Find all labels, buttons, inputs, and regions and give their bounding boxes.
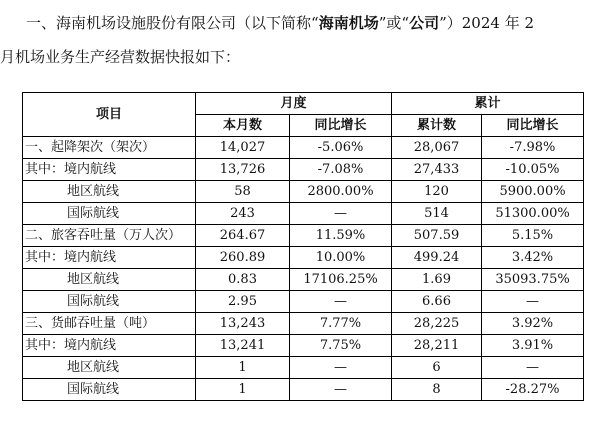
month-yoy-cell: -5.06% [290,137,392,159]
cumulative-yoy-cell: -28.27% [482,379,584,401]
table-row [23,313,584,335]
table-row [23,225,584,247]
header-cumulative: 累计 [392,93,584,115]
cumulative-yoy-cell: -10.05% [482,159,584,181]
month-yoy-cell: — [290,357,392,379]
table-row [23,203,584,225]
table-row [23,357,584,379]
month-value-cell: 243 [196,203,290,225]
cumulative-value-cell: 28,211 [392,335,482,357]
cumulative-yoy-cell: 3.92% [482,313,584,335]
intro-short-name-2: 公司 [409,14,440,32]
cumulative-value-cell: 514 [392,203,482,225]
table-header [23,93,584,137]
row-label: 其中：境内航线 [23,159,196,181]
month-value-cell: 14,027 [196,137,290,159]
intro-text-1: 一、海南机场设施股份有限公司（以下简称 [26,14,312,32]
month-yoy-cell: 7.75% [290,335,392,357]
cumulative-value-cell: 1.69 [392,269,482,291]
row-label: 国际航线 [23,379,196,401]
table-row [23,379,584,401]
cumulative-value-cell: 499.24 [392,247,482,269]
month-value-cell: 13,243 [196,313,290,335]
cumulative-value-cell: 28,067 [392,137,482,159]
month-value-cell: 0.83 [196,269,290,291]
cumulative-value-cell: 8 [392,379,482,401]
header-month: 月度 [196,93,392,115]
month-value-cell: 260.89 [196,247,290,269]
intro-text-2: 或 [386,14,402,32]
cumulative-yoy-cell: 5.15% [482,225,584,247]
table-row [23,181,584,203]
row-label: 三、货邮吞吐量（吨） [23,313,196,335]
cumulative-yoy-cell: 3.42% [482,247,584,269]
intro-text-3: ）2024 年 2 [446,14,535,32]
intro-line-1: 一、海南机场设施股份有限公司（以下简称“海南机场”或“公司”）2024 年 2 [26,14,535,32]
header-month-value: 本月数 [196,115,290,137]
month-value-cell: 1 [196,379,290,401]
intro-short-name-1: 海南机场 [318,14,379,32]
month-yoy-cell: 11.59% [290,225,392,247]
header-cumulative-yoy: 同比增长 [482,115,584,137]
cumulative-value-cell: 507.59 [392,225,482,247]
cumulative-yoy-cell: -7.98% [482,137,584,159]
row-label: 国际航线 [23,203,196,225]
table-row [23,137,584,159]
intro-line-2: 月机场业务生产经营数据快报如下： [0,48,241,66]
cumulative-yoy-cell: — [482,357,584,379]
cumulative-value-cell: 28,225 [392,313,482,335]
table-body [23,137,584,401]
header-cumulative-value: 累计数 [392,115,482,137]
table-row [23,335,584,357]
month-yoy-cell: -7.08% [290,159,392,181]
cumulative-yoy-cell: — [482,291,584,313]
table-row [23,159,584,181]
month-value-cell: 264.67 [196,225,290,247]
table-row [23,247,584,269]
cumulative-value-cell: 6.66 [392,291,482,313]
cumulative-value-cell: 120 [392,181,482,203]
cumulative-yoy-cell: 35093.75% [482,269,584,291]
cumulative-yoy-cell: 3.91% [482,335,584,357]
cumulative-value-cell: 27,433 [392,159,482,181]
month-yoy-cell: 10.00% [290,247,392,269]
row-label: 地区航线 [23,181,196,203]
row-label: 国际航线 [23,291,196,313]
row-label: 其中：境内航线 [23,335,196,357]
month-yoy-cell: — [290,203,392,225]
row-label: 地区航线 [23,357,196,379]
month-value-cell: 58 [196,181,290,203]
row-label: 地区航线 [23,269,196,291]
month-yoy-cell: — [290,291,392,313]
operations-data-table [22,92,584,401]
month-value-cell: 13,241 [196,335,290,357]
month-value-cell: 2.95 [196,291,290,313]
cumulative-yoy-cell: 51300.00% [482,203,584,225]
row-label: 一、起降架次（架次） [23,137,196,159]
intro-paragraph [0,6,615,74]
cumulative-value-cell: 6 [392,357,482,379]
cumulative-yoy-cell: 5900.00% [482,181,584,203]
header-item: 项目 [23,93,196,137]
header-month-yoy: 同比增长 [290,115,392,137]
row-label: 二、旅客吞吐量（万人次） [23,225,196,247]
row-label: 其中：境内航线 [23,247,196,269]
month-yoy-cell: — [290,379,392,401]
table-row [23,291,584,313]
table-row [23,269,584,291]
header-row-1 [23,93,584,115]
month-value-cell: 1 [196,357,290,379]
month-yoy-cell: 17106.25% [290,269,392,291]
month-yoy-cell: 7.77% [290,313,392,335]
month-yoy-cell: 2800.00% [290,181,392,203]
month-value-cell: 13,726 [196,159,290,181]
